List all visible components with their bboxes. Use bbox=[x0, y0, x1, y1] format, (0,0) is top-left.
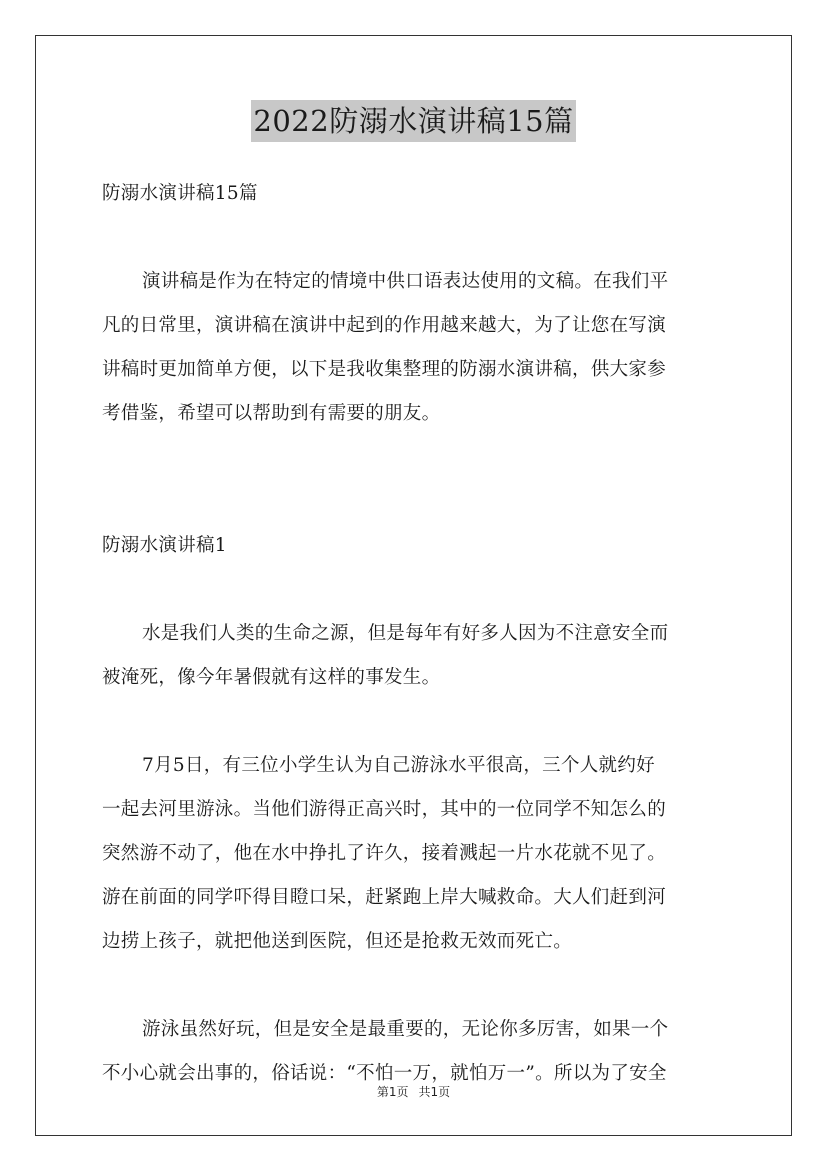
document-body bbox=[102, 172, 726, 1096]
body-line: 被淹死，像今年暑假就有这样的事发生。 bbox=[102, 667, 441, 688]
body-line: 水是我们人类的生命之源，但是每年有好多人因为不注意安全而 bbox=[142, 623, 669, 644]
intro-line: 讲稿时更加简单方便，以下是我收集整理的防溺水演讲稿，供大家参 bbox=[102, 359, 667, 380]
paragraph-gap bbox=[102, 436, 726, 480]
body-line: 突然游不动了，他在水中挣扎了许久，接着溅起一片水花就不见了。 bbox=[102, 843, 667, 864]
section-heading: 防溺水演讲稿1 bbox=[102, 535, 227, 556]
intro-line: 演讲稿是作为在特定的情境中供口语表达使用的文稿。在我们平 bbox=[142, 271, 669, 292]
paragraph-gap bbox=[102, 964, 726, 1008]
body-line: 游泳虽然好玩，但是安全是最重要的，无论你多厉害，如果一个 bbox=[142, 1019, 669, 1040]
page-footer bbox=[0, 1083, 827, 1100]
page-number: 第1页 bbox=[376, 1085, 409, 1099]
paragraph-gap bbox=[102, 480, 726, 524]
document-title: 2022防溺水演讲稿15篇 bbox=[251, 100, 575, 142]
title-area bbox=[0, 100, 827, 142]
body-line: 不小心就会出事的，俗话说：“不怕一万，就怕万一”。所以为了安全 bbox=[102, 1063, 667, 1084]
body-line: 游在前面的同学吓得目瞪口呆，赶紧跑上岸大喊救命。大人们赶到河 bbox=[102, 887, 667, 908]
paragraph-gap bbox=[102, 568, 726, 612]
intro-line: 考借鉴，希望可以帮助到有需要的朋友。 bbox=[102, 403, 441, 424]
body-line: 7月5日，有三位小学生认为自己游泳水平很高，三个人就约好 bbox=[142, 755, 655, 776]
intro-line: 凡的日常里，演讲稿在演讲中起到的作用越来越大，为了让您在写演 bbox=[102, 315, 667, 336]
paragraph-gap bbox=[102, 216, 726, 260]
subtitle-line: 防溺水演讲稿15篇 bbox=[102, 183, 258, 204]
paragraph-gap bbox=[102, 700, 726, 744]
body-line: 一起去河里游泳。当他们游得正高兴时，其中的一位同学不知怎么的 bbox=[102, 799, 667, 820]
page-total: 共1页 bbox=[418, 1085, 451, 1099]
body-line: 边捞上孩子，就把他送到医院，但还是抢救无效而死亡。 bbox=[102, 931, 573, 952]
